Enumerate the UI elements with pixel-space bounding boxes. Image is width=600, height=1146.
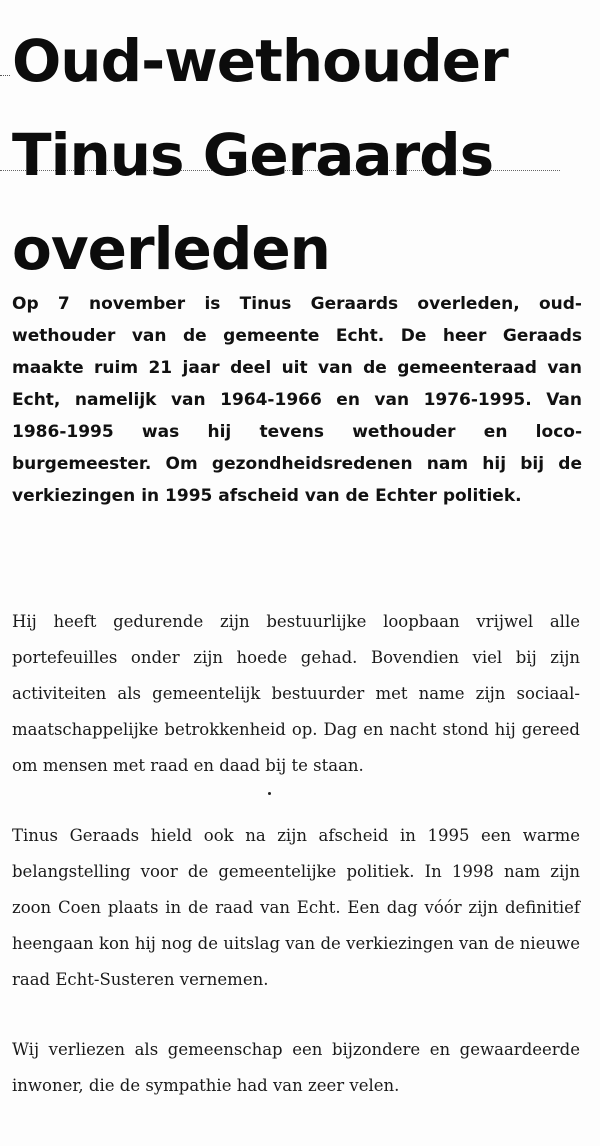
article-lead: Op 7 november is Tinus Geraards overleden, oud-wethouder van de gemeente Echt. De heer Geraads maakte ruim 21 jaar deel uit van de gemeenteraad van Echt, namelijk van 1964-1966 en van 1976-1995. Van 1986-1995 was hij tevens wethouder en loco-burgemeester. Om gezondheidsredenen nam hij bij de verkiezingen in 1995 afscheid van de Echter politiek. [12, 294, 582, 506]
headline-line-2: Tinus Geraards [12, 121, 494, 189]
body-paragraph-1: Hij heeft gedurende zijn bestuurlijke loopbaan vrijwel alle portefeuilles onder zijn hoede gehad. Bovendien viel bij zijn activiteiten als gemeentelijk bestuurder met name zijn sociaal-maatschappelijke betrokkenheid op. Dag en nacht stond hij gereed om mensen met raad en daad bij te staan. [12, 612, 580, 775]
body-paragraph-3: Wij verliezen als gemeenschap een bijzondere en gewaardeerde inwoner, die de sympathie had van zeer velen. [12, 1040, 580, 1095]
body-paragraph-2: Tinus Geraads hield ook na zijn afscheid in 1995 een warme belangstelling voor de gemeentelijke politiek. In 1998 nam zijn zoon Coen plaats in de raad van Echt. Een dag vóór zijn definitief heengaan kon hij nog de uitslag van de verkiezingen van de nieuwe raad Echt-Susteren vernemen. [12, 826, 580, 989]
headline-line-3: overleden [12, 215, 330, 283]
headline-line-1: Oud-wethouder [12, 27, 508, 95]
dotted-rule-left [0, 75, 10, 76]
print-speck [268, 792, 271, 795]
article-headline [12, 14, 592, 296]
